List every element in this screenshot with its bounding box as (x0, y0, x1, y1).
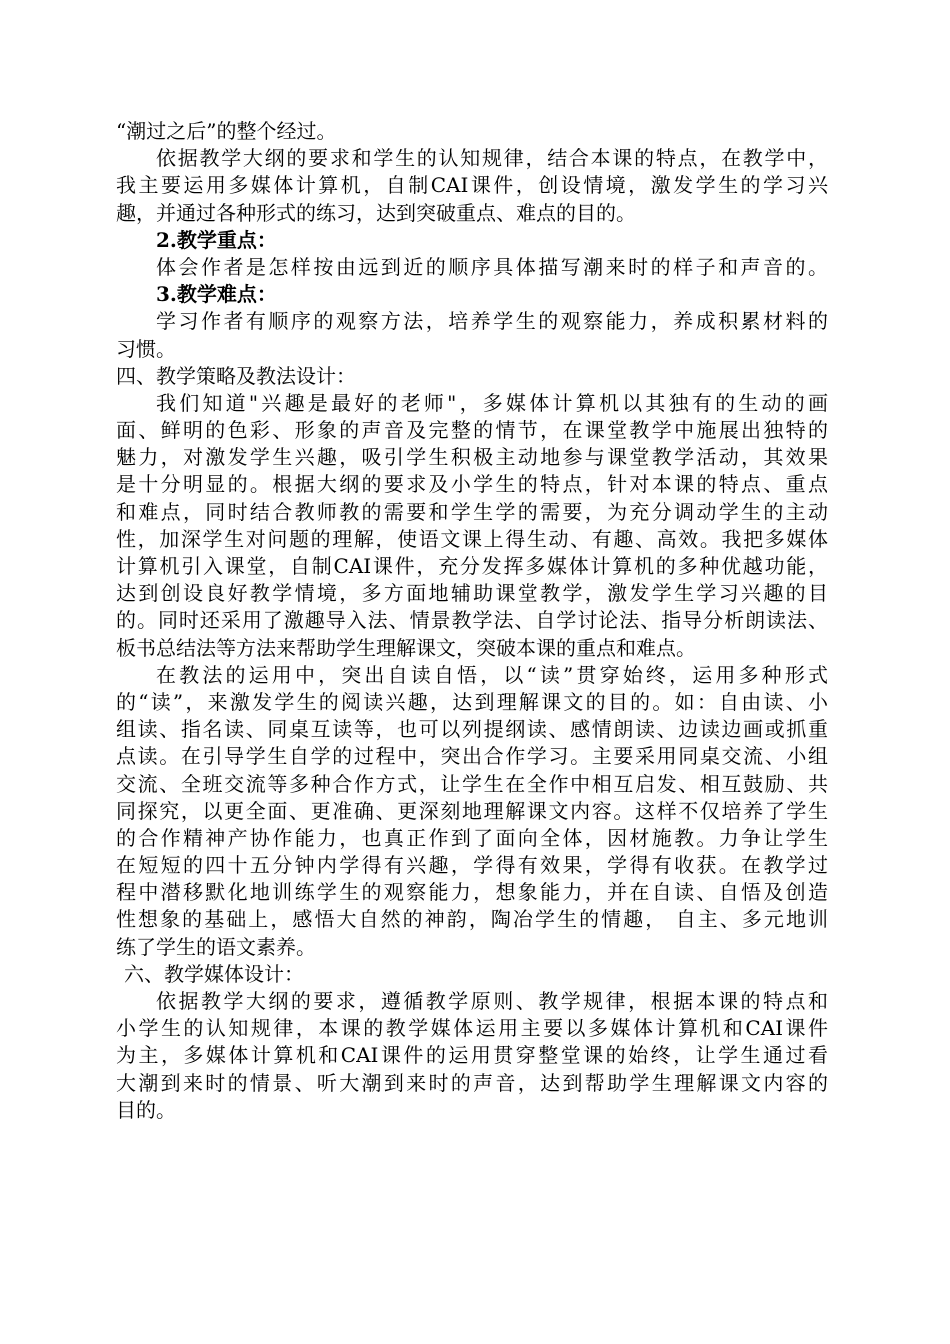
text-line: 的“读”，来激发学生的阅读兴趣，达到理解课文的目的。如：自由读、小 (116, 689, 828, 714)
text-line: 练了学生的语文素养。 (116, 934, 316, 959)
text-line: 的合作精神产协作能力，也真正作到了面向全体，因材施教。力争让学生 (116, 825, 828, 850)
text-line: 是十分明显的。根据大纲的要求及小学生的特点，针对本课的特点、重点 (116, 472, 828, 497)
text-line: 点读。在引导学生自学的过程中，突出合作学习。主要采用同桌交流、小组 (116, 744, 828, 769)
text-line: 和难点，同时结合教师教的需要和学生学的需要，为充分调动学生的主动 (116, 499, 828, 524)
paragraph-first-line: 我们知道"兴趣是最好的老师"，多媒体计算机以其独有的生动的画 (156, 390, 828, 415)
section-heading-strategy: 四、教学策略及教法设计： (116, 363, 356, 388)
text-line: 程中潜移默化地训练学生的观察能力，想象能力，并在自读、自悟及创造 (116, 880, 828, 905)
text-line: 的。同时还采用了激趣导入法、情景教学法、自学讨论法、指导分析朗读法、 (116, 608, 828, 633)
text-line: 小学生的认知规律，本课的教学媒体运用主要以多媒体计算机和CAI课件 (116, 1016, 828, 1041)
text-line: 魅力，对激发学生兴趣，吸引学生积极主动地参与课堂教学活动，其效果 (116, 445, 828, 470)
section-heading-key-points: 2.教学重点： (156, 227, 277, 252)
text-line: 板书总结法等方法来帮助学生理解课文，突破本课的重点和难点。 (116, 635, 696, 660)
text-line: 大潮到来时的情景、听大潮到来时的声音，达到帮助学生理解课文内容的 (116, 1070, 828, 1095)
paragraph-first-line: 在教法的运用中，突出自读自悟，以“读”贯穿始终，运用多种形式 (156, 662, 828, 687)
text-line: 在短短的四十五分钟内学得有兴趣，学得有效果，学得有收获。在教学过 (116, 853, 828, 878)
text-line: 计算机引入课堂，自制CAI课件，充分发挥多媒体计算机的多种优越功能， (116, 554, 828, 578)
text-line: 性，加深学生对问题的理解，使语文课上得生动、有趣、高效。我把多媒体 (116, 526, 828, 551)
paragraph-first-line: 依据教学大纲的要求和学生的认知规律，结合本课的特点，在教学中， (156, 146, 828, 171)
paragraph-first-line: 体会作者是怎样按由远到近的顺序具体描写潮来时的样子和声音的。 (156, 254, 828, 279)
paragraph-first-line: 依据教学大纲的要求，遵循教学原则、教学规律，根据本课的特点和 (156, 989, 828, 1013)
text-line: 趣，并通过各种形式的练习，达到突破重点、难点的目的。 (116, 200, 636, 225)
text-line: 达到创设良好教学情境，多方面地辅助课堂教学，激发学生学习兴趣的目 (116, 581, 828, 606)
text-line: 交流、全班交流等多种合作方式，让学生在全作中相互启发、相互鼓励、共 (116, 771, 828, 796)
text-line: 为主，多媒体计算机和CAI课件的运用贯穿整堂课的始终，让学生通过看 (116, 1043, 828, 1068)
text-line: 组读、指名读、同桌互读等，也可以列提纲读、感情朗读、边读边画或抓重 (116, 717, 828, 742)
section-heading-media: 六、教学媒体设计： (124, 961, 304, 986)
text-line: 性想象的基础上，感悟大自然的神韵，陶冶学生的情趣， 自主、多元地训 (116, 907, 828, 932)
document-body (116, 118, 828, 1124)
paragraph-first-line: 学习作者有顺序的观察方法，培养学生的观察能力，养成积累材料的 (156, 309, 828, 334)
text-line: 面、鲜明的色彩、形象的声音及完整的情节，在课堂教学中施展出独特的 (116, 418, 828, 443)
text-line: 目的。 (116, 1097, 176, 1122)
section-heading-difficulties: 3.教学难点： (156, 282, 277, 307)
text-line: 我主要运用多媒体计算机，自制CAI课件，创设情境，激发学生的学习兴 (116, 173, 828, 198)
text-line: 习惯。 (116, 336, 176, 361)
text-line: “潮过之后”的整个经过。 (116, 119, 337, 143)
text-line: 同探究，以更全面、更准确、更深刻地理解课文内容。这样不仅培养了学生 (116, 798, 828, 823)
